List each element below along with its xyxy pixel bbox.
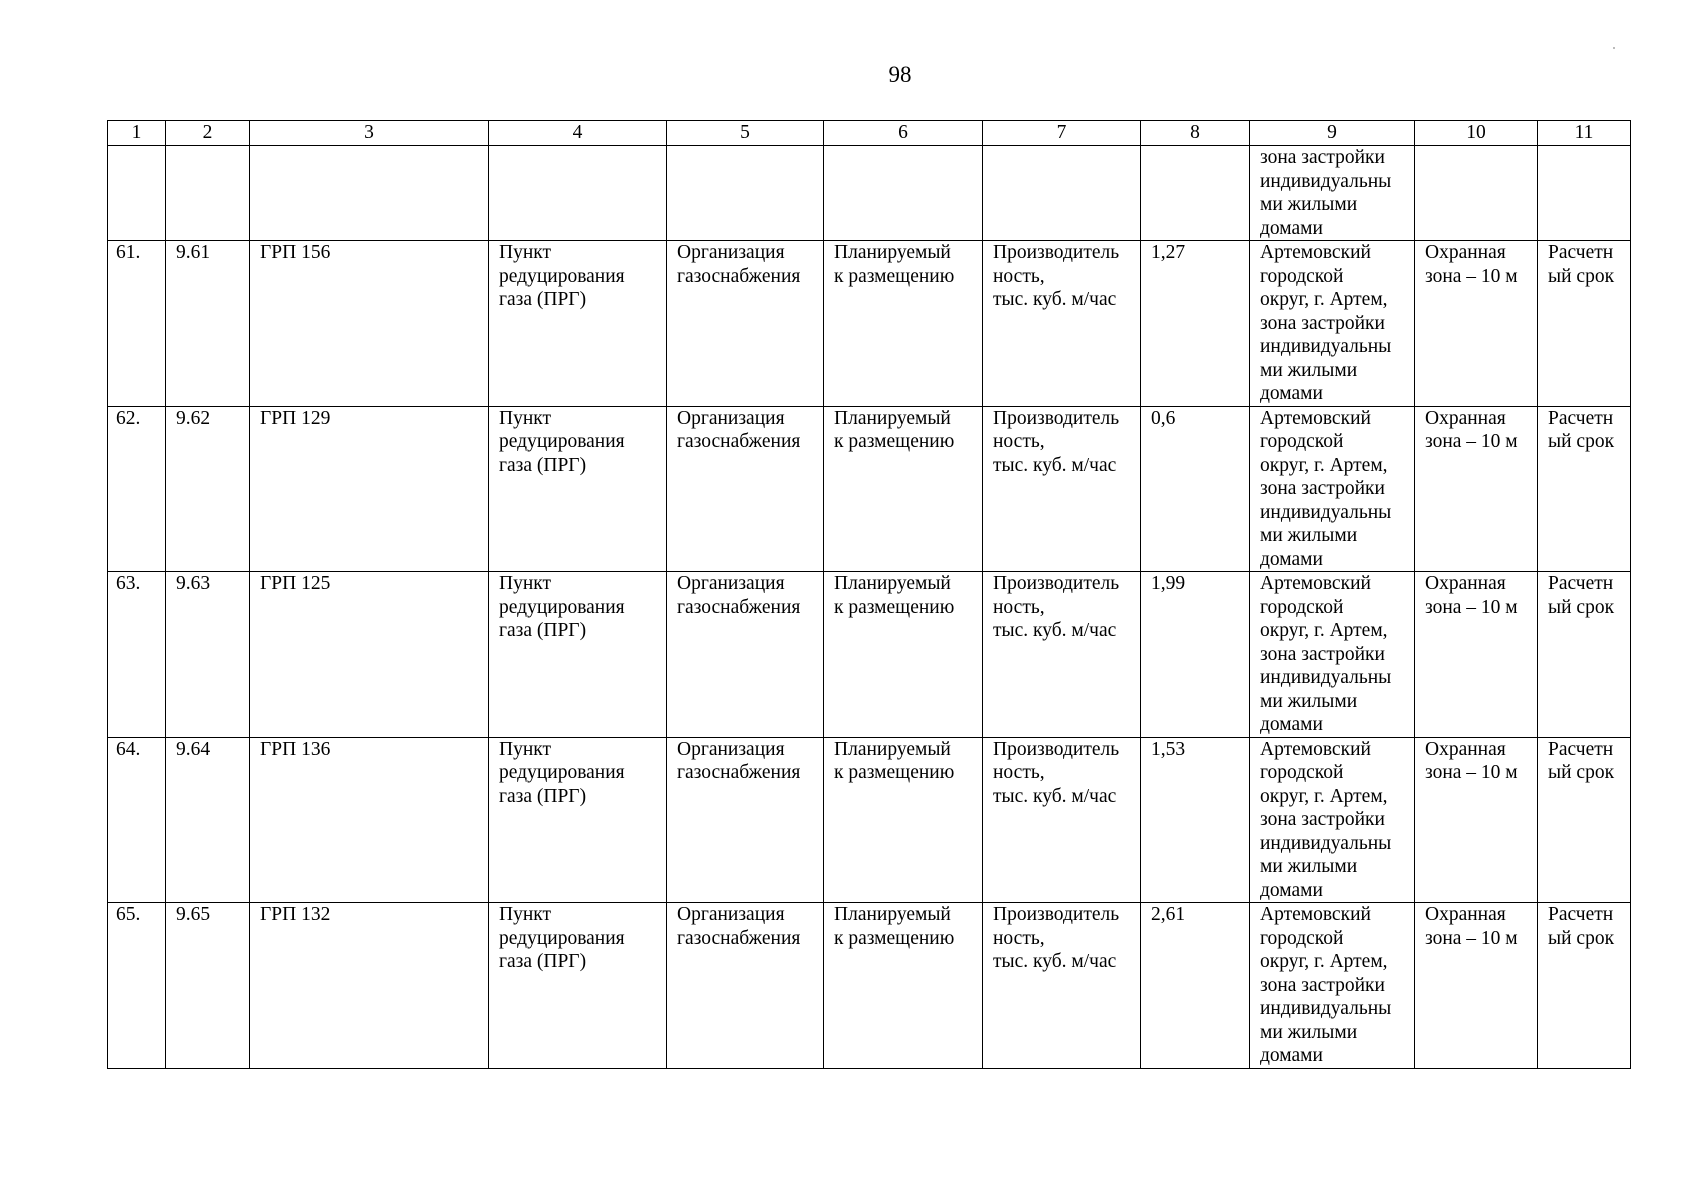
scan-speck bbox=[1613, 47, 1615, 49]
value-cell: 1,27 bbox=[1141, 241, 1250, 407]
term-cell: Расчетн ый срок bbox=[1538, 406, 1631, 572]
parameter-cell: Производитель ность, тыс. куб. м/час bbox=[983, 737, 1141, 903]
term-cell: Расчетн ый срок bbox=[1538, 572, 1631, 738]
column-header-9: 9 bbox=[1250, 121, 1415, 146]
type-cell: Пункт редуцирования газа (ПРГ) bbox=[489, 241, 667, 407]
status-cell: Планируемый к размещению bbox=[824, 406, 983, 572]
code-cell: 9.61 bbox=[166, 241, 250, 407]
value-cell: 1,99 bbox=[1141, 572, 1250, 738]
zone-cell: Охранная зона – 10 м bbox=[1415, 737, 1538, 903]
code-cell: 9.62 bbox=[166, 406, 250, 572]
row-number-cell: 62. bbox=[108, 406, 166, 572]
zone-cell: Охранная зона – 10 м bbox=[1415, 572, 1538, 738]
name-cell: ГРП 136 bbox=[250, 737, 489, 903]
table-cell bbox=[1141, 146, 1250, 241]
zone-cell: Охранная зона – 10 м bbox=[1415, 241, 1538, 407]
value-cell: 0,6 bbox=[1141, 406, 1250, 572]
name-cell: ГРП 132 bbox=[250, 903, 489, 1069]
term-cell: Расчетн ый срок bbox=[1538, 903, 1631, 1069]
type-cell: Пункт редуцирования газа (ПРГ) bbox=[489, 572, 667, 738]
column-header-6: 6 bbox=[824, 121, 983, 146]
column-header-7: 7 bbox=[983, 121, 1141, 146]
table-row bbox=[108, 406, 1631, 572]
table-row bbox=[108, 737, 1631, 903]
term-cell: Расчетн ый срок bbox=[1538, 241, 1631, 407]
parameter-cell: Производитель ность, тыс. куб. м/час bbox=[983, 241, 1141, 407]
row-number-cell: 64. bbox=[108, 737, 166, 903]
value-cell: 1,53 bbox=[1141, 737, 1250, 903]
zone-cell: Охранная зона – 10 м bbox=[1415, 406, 1538, 572]
name-cell: ГРП 156 bbox=[250, 241, 489, 407]
type-cell: Пункт редуцирования газа (ПРГ) bbox=[489, 737, 667, 903]
type-cell: Пункт редуцирования газа (ПРГ) bbox=[489, 903, 667, 1069]
value-cell: 2,61 bbox=[1141, 903, 1250, 1069]
code-cell: 9.65 bbox=[166, 903, 250, 1069]
table-row bbox=[108, 572, 1631, 738]
organization-cell: Организация газоснабжения bbox=[667, 572, 824, 738]
table-cell bbox=[166, 146, 250, 241]
column-header-10: 10 bbox=[1415, 121, 1538, 146]
parameter-cell: Производитель ность, тыс. куб. м/час bbox=[983, 406, 1141, 572]
table-row bbox=[108, 241, 1631, 407]
column-header-3: 3 bbox=[250, 121, 489, 146]
status-cell: Планируемый к размещению bbox=[824, 572, 983, 738]
table-cell bbox=[824, 146, 983, 241]
column-header-11: 11 bbox=[1538, 121, 1631, 146]
organization-cell: Организация газоснабжения bbox=[667, 903, 824, 1069]
parameter-cell: Производитель ность, тыс. куб. м/час bbox=[983, 572, 1141, 738]
organization-cell: Организация газоснабжения bbox=[667, 241, 824, 407]
header-row bbox=[108, 121, 1631, 146]
organization-cell: Организация газоснабжения bbox=[667, 737, 824, 903]
code-cell: 9.63 bbox=[166, 572, 250, 738]
row-number-cell: 65. bbox=[108, 903, 166, 1069]
code-cell: 9.64 bbox=[166, 737, 250, 903]
organization-cell: Организация газоснабжения bbox=[667, 406, 824, 572]
page-number: 98 bbox=[888, 62, 912, 87]
objects-table bbox=[107, 120, 1631, 1069]
term-cell: Расчетн ый срок bbox=[1538, 737, 1631, 903]
zone-cell: Охранная зона – 10 м bbox=[1415, 903, 1538, 1069]
table-cell bbox=[489, 146, 667, 241]
status-cell: Планируемый к размещению bbox=[824, 903, 983, 1069]
location-cell: зона застройки индивидуальны ми жилыми домами bbox=[1250, 146, 1415, 241]
continuation-row bbox=[108, 146, 1631, 241]
row-number-cell: 63. bbox=[108, 572, 166, 738]
column-header-1: 1 bbox=[108, 121, 166, 146]
table-cell bbox=[250, 146, 489, 241]
location-cell: Артемовский городской округ, г. Артем, зона застройки индивидуальны ми жилыми домами bbox=[1250, 241, 1415, 407]
location-cell: Артемовский городской округ, г. Артем, зона застройки индивидуальны ми жилыми домами bbox=[1250, 903, 1415, 1069]
row-number-cell: 61. bbox=[108, 241, 166, 407]
column-header-5: 5 bbox=[667, 121, 824, 146]
location-cell: Артемовский городской округ, г. Артем, зона застройки индивидуальны ми жилыми домами bbox=[1250, 406, 1415, 572]
column-header-8: 8 bbox=[1141, 121, 1250, 146]
column-header-2: 2 bbox=[166, 121, 250, 146]
parameter-cell: Производитель ность, тыс. куб. м/час bbox=[983, 903, 1141, 1069]
table-row bbox=[108, 903, 1631, 1069]
table-cell bbox=[983, 146, 1141, 241]
name-cell: ГРП 129 bbox=[250, 406, 489, 572]
column-header-4: 4 bbox=[489, 121, 667, 146]
table-cell bbox=[667, 146, 824, 241]
status-cell: Планируемый к размещению bbox=[824, 241, 983, 407]
table-cell bbox=[1415, 146, 1538, 241]
type-cell: Пункт редуцирования газа (ПРГ) bbox=[489, 406, 667, 572]
location-cell: Артемовский городской округ, г. Артем, зона застройки индивидуальны ми жилыми домами bbox=[1250, 737, 1415, 903]
status-cell: Планируемый к размещению bbox=[824, 737, 983, 903]
name-cell: ГРП 125 bbox=[250, 572, 489, 738]
table-cell bbox=[108, 146, 166, 241]
location-cell: Артемовский городской округ, г. Артем, зона застройки индивидуальны ми жилыми домами bbox=[1250, 572, 1415, 738]
table-cell bbox=[1538, 146, 1631, 241]
